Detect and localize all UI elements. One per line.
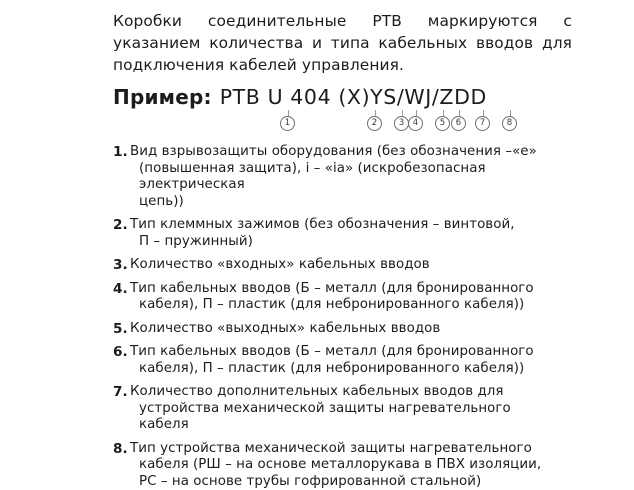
- legend-list: [113, 144, 594, 490]
- list-item-line: Количество «входных» кабельных вводов: [130, 257, 430, 272]
- list-item-line: цепь)): [130, 194, 564, 211]
- list-item-line: Тип кабельных вводов (Б – металл (для бронированного: [130, 281, 534, 296]
- callout-markers: [113, 110, 594, 136]
- callout-tick-4: [416, 110, 417, 116]
- list-item-line: Количество «выходных» кабельных вводов: [130, 321, 440, 336]
- list-item-number: 8.: [113, 441, 130, 458]
- list-item-number: 2.: [113, 217, 130, 234]
- callout-marker-label: 4: [413, 118, 418, 128]
- callout-tick-7: [483, 110, 484, 116]
- callout-marker-2: [367, 116, 382, 131]
- callout-tick-8: [510, 110, 511, 116]
- callout-marker-6: [451, 116, 466, 131]
- callout-marker-label: 2: [372, 118, 377, 128]
- list-item-line: Тип клеммных зажимов (без обозначения – винтовой,: [130, 217, 515, 232]
- list-item-number: 7.: [113, 384, 130, 401]
- callout-marker-label: 8: [507, 118, 512, 128]
- example-label: Пример:: [113, 85, 212, 109]
- list-item: [113, 441, 594, 490]
- list-item-number: 5.: [113, 321, 130, 338]
- list-item-line: Тип кабельных вводов (Б – металл (для бронированного: [130, 344, 534, 359]
- list-item-line: Количество дополнительных кабельных вводов для: [130, 384, 504, 399]
- list-item-text: [130, 384, 594, 434]
- list-item-text: [130, 321, 594, 338]
- list-item-text: [130, 144, 594, 210]
- intro-paragraph: Коробки соединительные РТВ маркируются с указанием количества и типа кабельных вводов для подключения кабелей управления.: [113, 10, 594, 76]
- callout-marker-8: [502, 116, 517, 131]
- list-item: [113, 257, 594, 274]
- callout-marker-label: 1: [285, 118, 290, 128]
- list-item-line: Тип устройства механической защиты нагревательного: [130, 441, 532, 456]
- list-item-text: [130, 257, 594, 274]
- list-item-line: кабеля (РШ – на основе металлорукава в ПВХ изоляции,: [130, 457, 564, 474]
- callout-marker-label: 5: [440, 118, 445, 128]
- callout-tick-3: [402, 110, 403, 116]
- list-item-text: [130, 217, 594, 250]
- callout-tick-6: [459, 110, 460, 116]
- list-item-text: [130, 281, 594, 314]
- list-item-number: 1.: [113, 144, 130, 161]
- callout-marker-7: [475, 116, 490, 131]
- list-item-line: кабеля), П – пластик (для небронированного кабеля)): [130, 361, 564, 378]
- list-item-number: 4.: [113, 281, 130, 298]
- list-item-line: (повышенная защита), i – «ia» (искробезопасная электрическая: [130, 161, 564, 194]
- callout-marker-4: [408, 116, 423, 131]
- example-code: PTB U 404 (X)YS/WJ/ZDD: [220, 85, 487, 109]
- callout-marker-1: [280, 116, 295, 131]
- list-item-text: [130, 344, 594, 377]
- list-item: [113, 217, 594, 250]
- list-item-number: 6.: [113, 344, 130, 361]
- example-row: [113, 85, 594, 109]
- callout-tick-2: [375, 110, 376, 116]
- callout-marker-5: [435, 116, 450, 131]
- callout-marker-label: 7: [480, 118, 485, 128]
- list-item-number: 3.: [113, 257, 130, 274]
- list-item: [113, 321, 594, 338]
- list-item: [113, 281, 594, 314]
- list-item-line: кабеля), П – пластик (для небронированного кабеля)): [130, 297, 564, 314]
- list-item: [113, 144, 594, 210]
- list-item-line: Вид взрывозащиты оборудования (без обозначения –«е»: [130, 144, 537, 159]
- list-item: [113, 384, 594, 434]
- list-item-text: [130, 441, 594, 490]
- list-item-line: устройства механической защиты нагревательного кабеля: [130, 401, 564, 434]
- callout-tick-1: [288, 110, 289, 116]
- callout-marker-label: 6: [456, 118, 461, 128]
- callout-marker-label: 3: [399, 118, 404, 128]
- list-item-line: РС – на основе трубы гофрированной стальной): [130, 474, 564, 490]
- list-item-line: П – пружинный): [130, 234, 564, 251]
- callout-marker-3: [394, 116, 409, 131]
- list-item: [113, 344, 594, 377]
- callout-tick-5: [443, 110, 444, 116]
